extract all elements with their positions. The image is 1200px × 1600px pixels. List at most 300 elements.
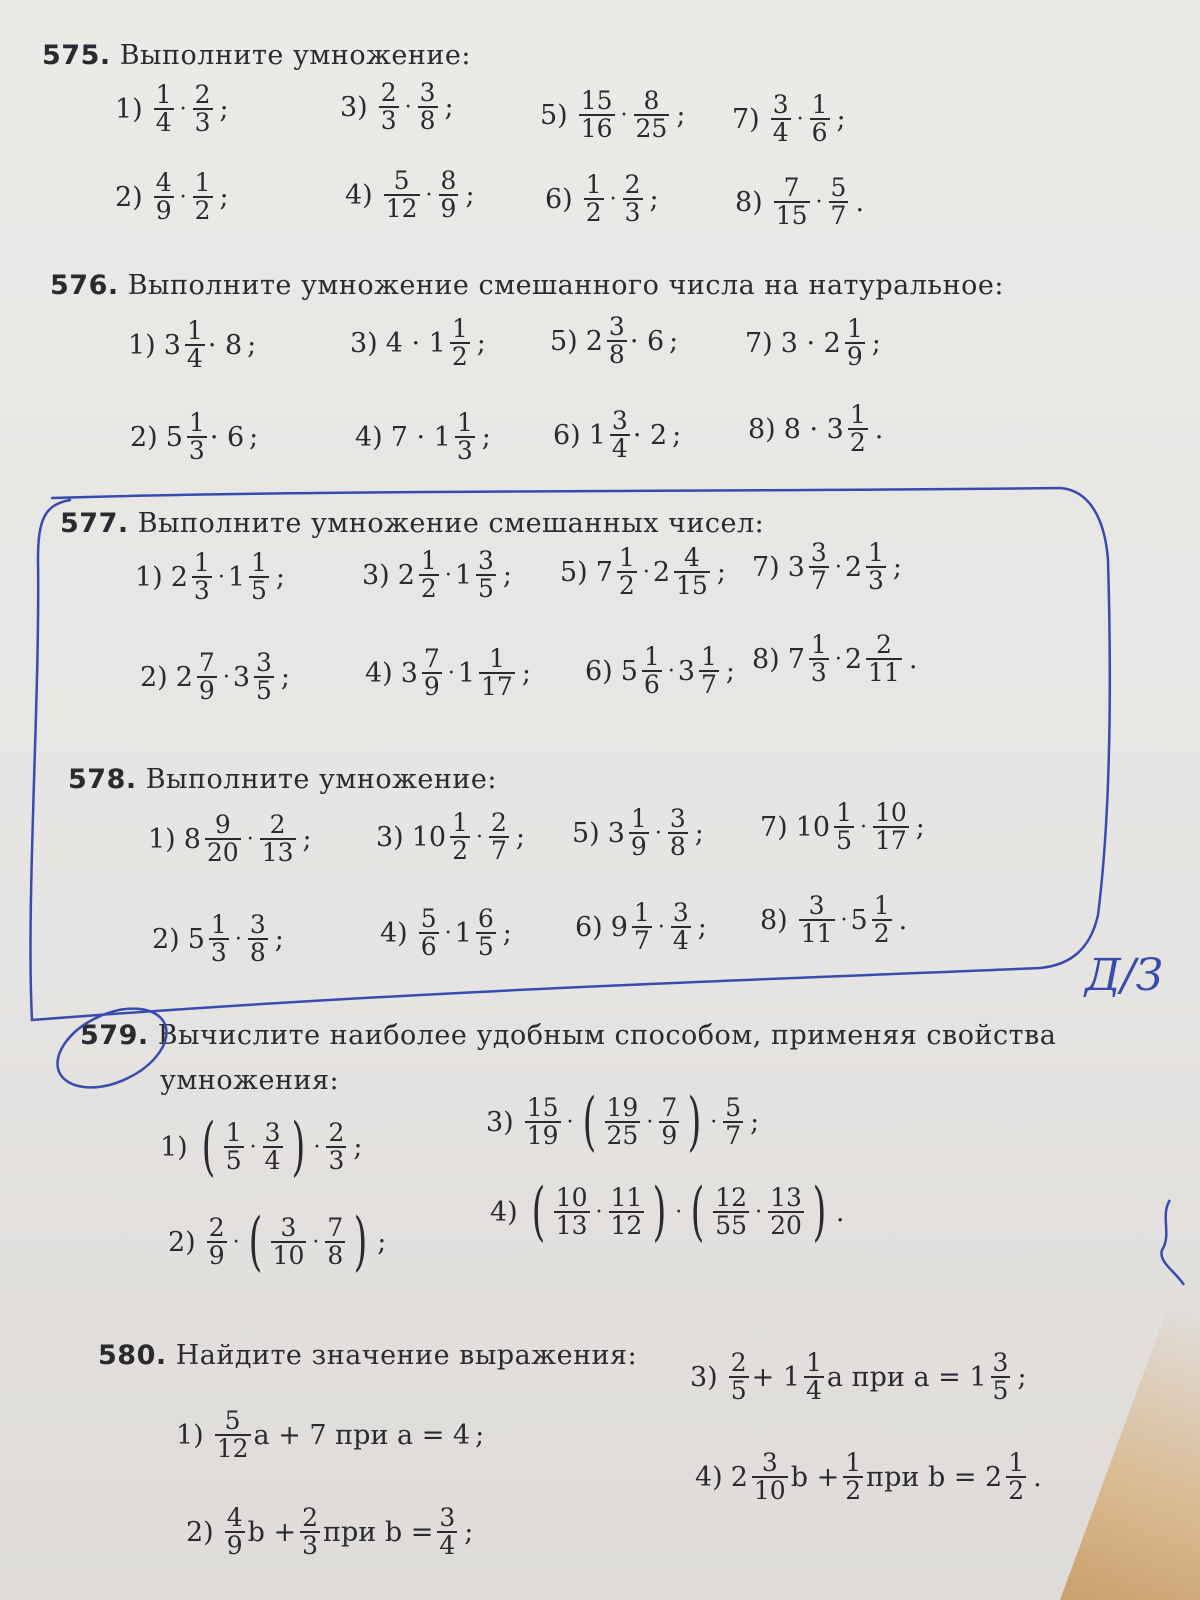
- fraction: [215, 1408, 251, 1463]
- whole-part: 1: [457, 657, 475, 689]
- numerator: 2: [208, 1212, 225, 1242]
- numerator: 1: [186, 316, 203, 345]
- numerator: 1: [420, 546, 437, 575]
- item-label: 3): [362, 559, 390, 591]
- exercise-item: [345, 168, 475, 223]
- denominator: 3: [624, 198, 641, 228]
- fraction: [450, 316, 470, 371]
- exercise-item: [752, 632, 917, 687]
- fraction: [668, 806, 688, 861]
- fraction: [774, 175, 810, 230]
- fraction: [829, 175, 849, 230]
- fraction: [843, 1450, 863, 1505]
- denominator: 3: [188, 436, 205, 466]
- expression-text: a + 7 при a = 4: [253, 1419, 471, 1451]
- numerator: 3: [280, 1212, 297, 1242]
- fraction: [185, 318, 205, 373]
- denominator: 8: [669, 832, 686, 862]
- exercise-item: [550, 314, 678, 369]
- denominator: 12: [385, 194, 418, 224]
- fraction: [674, 545, 710, 600]
- numerator: 8: [440, 166, 457, 195]
- punctuation: ;: [669, 325, 679, 357]
- exercise-item: [380, 906, 512, 961]
- denominator: 4: [772, 118, 789, 148]
- denominator: 4: [672, 926, 689, 956]
- punctuation: ;: [716, 556, 726, 588]
- item-label: 8): [735, 186, 763, 218]
- punctuation: .: [835, 1196, 845, 1228]
- multiply-dot: ·: [796, 106, 804, 132]
- denominator: 3: [380, 106, 397, 136]
- fraction: [804, 1350, 824, 1405]
- fraction: [723, 1092, 743, 1150]
- numerator: 2: [490, 808, 507, 837]
- denominator: 4: [264, 1146, 281, 1175]
- denominator: 12: [216, 1434, 249, 1464]
- numerator: 1: [451, 314, 468, 343]
- numerator: 1: [846, 314, 863, 343]
- fraction: [845, 316, 865, 371]
- exercise-number: 579.: [80, 1020, 149, 1051]
- numerator: 3: [810, 538, 827, 567]
- multiply-dot: ·: [246, 826, 254, 852]
- fraction: [671, 900, 691, 955]
- exercise-item: [540, 88, 685, 143]
- fraction: [439, 168, 459, 223]
- numerator: 1: [488, 644, 505, 673]
- fraction: [263, 1117, 283, 1175]
- numerator: 1: [845, 1448, 862, 1477]
- fraction: [752, 1450, 788, 1505]
- expression-text: a при a = 1: [826, 1361, 987, 1393]
- fraction: [634, 88, 670, 143]
- denominator: 25: [606, 1121, 639, 1150]
- exercise-number: 576.: [50, 270, 119, 301]
- numerator: 1: [194, 168, 211, 197]
- item-label: 1): [148, 823, 176, 855]
- fraction: [197, 650, 217, 705]
- denominator: 19: [526, 1121, 559, 1150]
- exercise-text: умножения:: [160, 1065, 340, 1096]
- item-label: 3): [376, 821, 404, 853]
- denominator: 5: [730, 1376, 747, 1406]
- exercise-item: [752, 540, 902, 595]
- denominator: 9: [661, 1121, 678, 1150]
- fraction: [809, 540, 829, 595]
- numerator: 15: [580, 86, 613, 115]
- denominator: 7: [633, 926, 650, 956]
- exercise-item: [376, 810, 525, 865]
- numerator: 3: [611, 406, 628, 435]
- punctuation: .: [1033, 1461, 1042, 1493]
- open-paren: (: [690, 1175, 705, 1249]
- numerator: 2: [269, 810, 286, 839]
- fraction: [489, 810, 509, 865]
- multiplier: · 8: [207, 329, 243, 361]
- numerator: 7: [783, 173, 800, 202]
- numerator: 3: [808, 891, 825, 920]
- whole-part: 3: [677, 655, 695, 687]
- exercise-item: [176, 1408, 484, 1463]
- punctuation: ;: [353, 1131, 363, 1163]
- fraction: [248, 912, 268, 967]
- multiply-dot: ·: [642, 559, 650, 585]
- fraction: [632, 900, 652, 955]
- numerator: 3: [669, 804, 686, 833]
- numerator: 9: [214, 810, 231, 839]
- expression-text: при b =: [323, 1516, 434, 1548]
- fraction: [437, 1505, 457, 1560]
- punctuation: .: [874, 413, 884, 445]
- fraction: [848, 402, 868, 457]
- exercise-number: 577.: [60, 508, 129, 539]
- punctuation: .: [855, 186, 865, 218]
- exercise-text: Выполните умножение:: [145, 764, 497, 795]
- exercise-item: [545, 172, 659, 227]
- whole-part: 3: [787, 551, 805, 583]
- fraction: [476, 548, 496, 603]
- multiply-dot: ·: [834, 554, 842, 580]
- multiply-dot: ·: [312, 1229, 320, 1255]
- numerator: 3: [761, 1448, 778, 1477]
- numerator: 1: [811, 90, 828, 119]
- fraction: [419, 548, 439, 603]
- denominator: 3: [810, 658, 827, 688]
- denominator: 17: [481, 672, 513, 702]
- fraction: [623, 172, 643, 227]
- fraction: [384, 168, 420, 223]
- numerator: 3: [439, 1503, 456, 1532]
- numerator: 1: [618, 543, 635, 572]
- exercise-item: [695, 1450, 1042, 1505]
- exercise-575-title: [42, 40, 471, 71]
- denominator: 5: [225, 1146, 242, 1175]
- open-paren: (: [201, 1110, 216, 1184]
- whole-part: 2: [652, 556, 670, 588]
- denominator: 9: [198, 676, 215, 706]
- denominator: 55: [715, 1211, 748, 1240]
- denominator: 2: [194, 196, 211, 226]
- denominator: 25: [635, 114, 668, 144]
- numerator: 2: [328, 1117, 345, 1147]
- ink-bracket-mark: [1161, 1200, 1184, 1285]
- denominator: 2: [451, 342, 468, 372]
- exercise-item: [690, 1350, 1027, 1405]
- punctuation: ;: [892, 551, 903, 583]
- punctuation: ;: [444, 91, 454, 123]
- item-label: 4): [490, 1196, 518, 1228]
- fraction: [455, 410, 475, 465]
- denominator: 8: [419, 106, 436, 136]
- denominator: 4: [439, 1531, 456, 1561]
- denominator: 11: [800, 919, 833, 949]
- denominator: 5: [992, 1376, 1009, 1406]
- denominator: 20: [206, 838, 239, 868]
- denominator: 2: [452, 836, 468, 866]
- punctuation: ;: [481, 421, 491, 453]
- multiply-dot: ·: [609, 186, 617, 212]
- whole-part: 1: [454, 559, 472, 591]
- numerator: 5: [393, 166, 410, 195]
- item-label: 6): [575, 911, 603, 943]
- denominator: 9: [630, 832, 647, 862]
- denominator: 2: [849, 428, 866, 458]
- multiply-dot: ·: [710, 1109, 718, 1135]
- punctuation: ;: [1017, 1361, 1027, 1393]
- exercise-579-title-line2: [160, 1065, 339, 1096]
- numerator: 1: [188, 408, 205, 437]
- item-label: 3): [350, 327, 378, 359]
- fraction: [810, 92, 830, 147]
- fraction: [799, 893, 835, 948]
- multiply-dot: ·: [404, 94, 412, 120]
- whole-part: 1: [454, 917, 472, 949]
- close-paren: ): [291, 1110, 305, 1184]
- denominator: 3: [302, 1531, 319, 1561]
- fraction: [873, 800, 909, 855]
- multiply-dot: ·: [444, 920, 452, 946]
- multiplier: · 6: [629, 325, 665, 357]
- fraction: [809, 632, 829, 687]
- expression-text: + 1: [751, 1361, 801, 1393]
- denominator: 5: [256, 676, 272, 706]
- punctuation: ;: [672, 419, 682, 451]
- exercise-item: [140, 650, 290, 705]
- numerator: 3: [478, 546, 494, 575]
- multiply-dot: ·: [657, 914, 665, 940]
- item-label: 1): [176, 1419, 204, 1451]
- fraction: [326, 1117, 346, 1175]
- denominator: 13: [555, 1211, 588, 1240]
- expression-text: b +: [790, 1461, 840, 1493]
- fraction: [205, 812, 241, 867]
- fraction: [617, 545, 637, 600]
- numerator: 11: [610, 1182, 643, 1212]
- denominator: 9: [155, 196, 172, 226]
- whole-part: 3: [232, 661, 250, 693]
- multiply-dot: ·: [313, 1134, 321, 1160]
- multiply-dot: ·: [595, 1199, 603, 1225]
- exercise-578-title: [68, 764, 497, 795]
- denominator: 10: [753, 1476, 786, 1506]
- fraction: [479, 646, 515, 701]
- punctuation: ;: [302, 823, 312, 855]
- multiply-dot: ·: [234, 926, 242, 952]
- denominator: 8: [608, 340, 625, 370]
- numerator: 1: [873, 891, 890, 920]
- denominator: 20: [770, 1211, 802, 1240]
- numerator: 1: [810, 630, 827, 659]
- exercise-577-title: [60, 508, 764, 539]
- fraction: [768, 1182, 804, 1240]
- numerator: 2: [875, 630, 892, 659]
- denominator: 2: [873, 919, 890, 949]
- denominator: 7: [725, 1121, 742, 1150]
- punctuation: ;: [915, 811, 925, 843]
- item-label: 2): [140, 661, 168, 693]
- numerator: 3: [256, 648, 272, 677]
- whole-part: 5: [187, 923, 205, 955]
- denominator: 9: [846, 342, 863, 372]
- denominator: 4: [155, 108, 172, 138]
- punctuation: ;: [247, 329, 257, 361]
- numerator: 7: [327, 1212, 344, 1242]
- fraction: [254, 650, 274, 705]
- exercise-number: 578.: [68, 764, 137, 795]
- exercise-580-title: [98, 1340, 637, 1371]
- multiply-dot: ·: [667, 658, 675, 684]
- fraction: [609, 1182, 645, 1240]
- numerator: 1: [456, 408, 473, 437]
- fraction: [209, 912, 229, 967]
- punctuation: ;: [502, 559, 513, 591]
- exercise-item: [168, 1205, 387, 1279]
- punctuation: ;: [249, 421, 259, 453]
- item-label: 1): [128, 329, 156, 361]
- punctuation: ;: [475, 1419, 485, 1451]
- multiply-dot: ·: [179, 96, 187, 122]
- multiply-dot: ·: [232, 1229, 240, 1255]
- close-paren: ): [652, 1175, 667, 1249]
- whole-part: 3: [607, 817, 625, 849]
- whole-part: 4 · 1: [385, 327, 446, 359]
- item-label: 6): [585, 655, 613, 687]
- multiply-dot: ·: [654, 820, 662, 846]
- denominator: 2: [618, 571, 635, 601]
- item-label: 3): [340, 91, 368, 123]
- fraction: [659, 1092, 679, 1150]
- whole-part: 2: [730, 1461, 748, 1493]
- numerator: 2: [194, 80, 211, 109]
- fraction: [154, 82, 174, 137]
- whole-part: 5: [165, 421, 183, 453]
- numerator: 2: [624, 170, 641, 199]
- ink-handwriting: Д/З: [1085, 950, 1164, 1001]
- fraction: [225, 1505, 245, 1560]
- numerator: 3: [992, 1348, 1009, 1377]
- multiply-dot: ·: [249, 1134, 257, 1160]
- denominator: 2: [585, 198, 602, 228]
- punctuation: ;: [275, 561, 286, 593]
- denominator: 7: [830, 201, 847, 231]
- open-paren: (: [248, 1205, 262, 1279]
- numerator: 1: [849, 400, 866, 429]
- item-label: 4): [345, 179, 373, 211]
- numerator: 7: [661, 1092, 678, 1122]
- expression-text: при b = 2: [866, 1461, 1003, 1493]
- fraction: [866, 540, 886, 595]
- item-label: 5): [560, 556, 588, 588]
- exercise-item: [340, 80, 454, 135]
- item-label: 4): [380, 917, 408, 949]
- exercise-item: [355, 410, 491, 465]
- exercise-item: [490, 1175, 845, 1249]
- exercise-item: [560, 545, 726, 600]
- multiply-dot: ·: [447, 660, 455, 686]
- fraction: [834, 800, 854, 855]
- punctuation: ;: [515, 821, 525, 853]
- denominator: 2: [845, 1476, 862, 1506]
- punctuation: ;: [676, 99, 686, 131]
- fraction: [771, 92, 791, 147]
- denominator: 2: [1008, 1476, 1025, 1506]
- denominator: 7: [701, 670, 717, 700]
- whole-part: 8 · 3: [783, 413, 844, 445]
- fraction: [866, 632, 902, 687]
- whole-part: 2: [175, 661, 193, 693]
- whole-part: 10: [795, 811, 831, 843]
- exercise-579-title: [80, 1020, 1056, 1051]
- numerator: 1: [251, 548, 267, 577]
- multiply-dot: ·: [675, 1199, 683, 1225]
- numerator: 10: [555, 1182, 588, 1212]
- numerator: 10: [874, 798, 907, 827]
- item-label: 5): [540, 99, 568, 131]
- item-label: 1): [115, 93, 143, 125]
- numerator: 7: [423, 644, 440, 673]
- denominator: 3: [194, 108, 211, 138]
- denominator: 6: [643, 670, 660, 700]
- numerator: 4: [155, 168, 172, 197]
- exercise-item: [115, 82, 229, 137]
- close-paren: ): [812, 1175, 827, 1249]
- denominator: 7: [810, 566, 827, 596]
- fraction: [193, 170, 213, 225]
- numerator: 1: [210, 910, 227, 939]
- numerator: 6: [477, 904, 494, 933]
- item-label: 5): [572, 817, 600, 849]
- punctuation: ;: [465, 179, 475, 211]
- item-label: 6): [553, 419, 581, 451]
- exercise-item: [115, 170, 229, 225]
- multiply-dot: ·: [859, 814, 867, 840]
- denominator: 3: [868, 566, 884, 596]
- denominator: 3: [328, 1146, 345, 1175]
- exercise-item: [128, 318, 256, 373]
- whole-part: 3 · 2: [780, 327, 841, 359]
- denominator: 17: [874, 826, 907, 856]
- fraction: [450, 810, 470, 865]
- numerator: 1: [452, 808, 468, 837]
- exercise-item: [130, 410, 258, 465]
- denominator: 9: [440, 194, 457, 224]
- exercise-number: 580.: [98, 1340, 167, 1371]
- whole-part: 1: [227, 561, 245, 593]
- numerator: 15: [526, 1092, 559, 1122]
- denominator: 9: [226, 1531, 243, 1561]
- punctuation: ;: [476, 327, 486, 359]
- numerator: 3: [264, 1117, 281, 1147]
- denominator: 12: [610, 1211, 643, 1240]
- multiply-dot: ·: [840, 907, 848, 933]
- multiply-dot: ·: [425, 182, 433, 208]
- fraction: [249, 550, 269, 605]
- expression-text: b +: [247, 1516, 297, 1548]
- numerator: 3: [608, 312, 625, 341]
- whole-part: 5: [620, 655, 638, 687]
- numerator: 2: [302, 1503, 319, 1532]
- denominator: 9: [423, 672, 440, 702]
- numerator: 1: [806, 1348, 822, 1377]
- punctuation: ;: [694, 817, 704, 849]
- punctuation: ;: [502, 917, 512, 949]
- denominator: 4: [186, 344, 203, 374]
- whole-part: 3: [163, 329, 181, 361]
- numerator: 12: [715, 1182, 748, 1212]
- exercise-item: [365, 646, 531, 701]
- denominator: 2: [420, 574, 437, 604]
